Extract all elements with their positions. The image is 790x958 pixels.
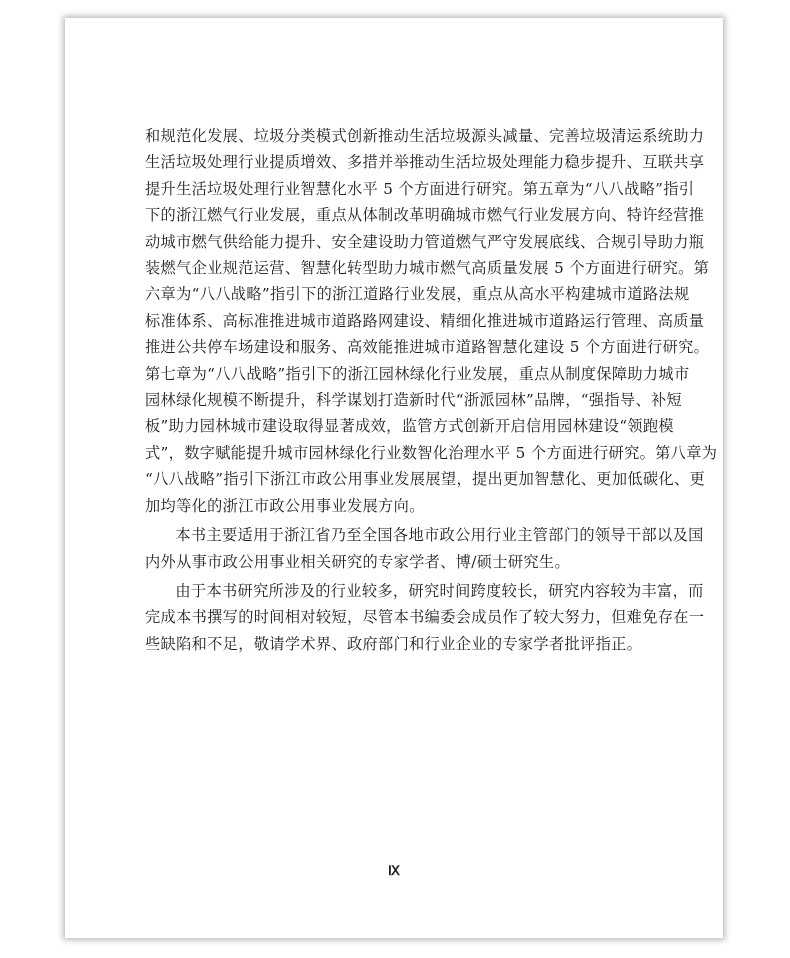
text-line: “八八战略”指引下浙江市政公用事业发展展望，提出更加智慧化、更加低碳化、更 [145, 470, 706, 489]
paragraph [145, 522, 704, 575]
text-line: 加均等化的浙江市政公用事业发展方向。 [145, 496, 425, 515]
text-line: 标准体系、高标准推进城市道路路网建设、精细化推进城市道路运行管理、高质量 [145, 311, 705, 330]
text-line: 生活垃圾处理行业提质增效、多措并举推动生活垃圾处理能力稳步提升、互联共享 [145, 153, 705, 172]
paragraph [145, 578, 705, 657]
text-line: 第七章为“八八战略”指引下的浙江园林绿化行业发展，重点从制度保障助力城市 [145, 364, 690, 383]
body-text [145, 123, 718, 657]
text-line: 推进公共停车场建设和服务、高效能推进城市道路智慧化建设 5 个方面进行研究。 [145, 338, 710, 357]
text-line: 动城市燃气供给能力提升、安全建设助力管道燃气严守发展底线、合规引导助力瓶 [145, 232, 705, 251]
text-line: 由于本书研究所涉及的行业较多，研究时间跨度较长，研究内容较为丰富，而 [175, 581, 704, 600]
text-line: 提升生活垃圾处理行业智慧化水平 5 个方面进行研究。第五章为“八八战略”指引 [145, 179, 695, 198]
text-line: 本书主要适用于浙江省乃至全国各地市政公用行业主管部门的领导干部以及国 [175, 526, 704, 545]
page-number: Ⅸ [388, 863, 400, 878]
text-line: 园林绿化规模不断提升，科学谋划打造新时代“浙派园林”品牌，“强指导、补短 [145, 391, 683, 410]
text-line: 装燃气企业规范运营、智慧化转型助力城市燃气高质量发展 5 个方面进行研究。第 [145, 259, 710, 278]
document-page [65, 18, 723, 938]
text-line: 下的浙江燃气行业发展，重点从体制改革明确城市燃气行业发展方向、特许经营推 [145, 206, 705, 225]
paragraph [145, 123, 718, 519]
text-line: 内外从事市政公用事业相关研究的专家学者、博/硕士研究生。 [145, 552, 570, 571]
text-line: 六章为“八八战略”指引下的浙江道路行业发展，重点从高水平构建城市道路法规 [145, 285, 690, 304]
text-line: 完成本书撰写的时间相对较短，尽管本书编委会成员作了较大努力，但难免存在一 [145, 608, 705, 627]
text-line: 些缺陷和不足，敬请学术界、政府部门和行业企业的专家学者批评指正。 [145, 634, 643, 653]
text-line: 式”，数字赋能提升城市园林绿化行业数智化治理水平 5 个方面进行研究。第八章为 [145, 443, 718, 462]
text-line: 板”助力园林城市建设取得显著成效，监管方式创新开启信用园林建设“领跑模 [145, 417, 674, 436]
text-line: 和规范化发展、垃圾分类模式创新推动生活垃圾源头减量、完善垃圾清运系统助力 [145, 127, 705, 145]
